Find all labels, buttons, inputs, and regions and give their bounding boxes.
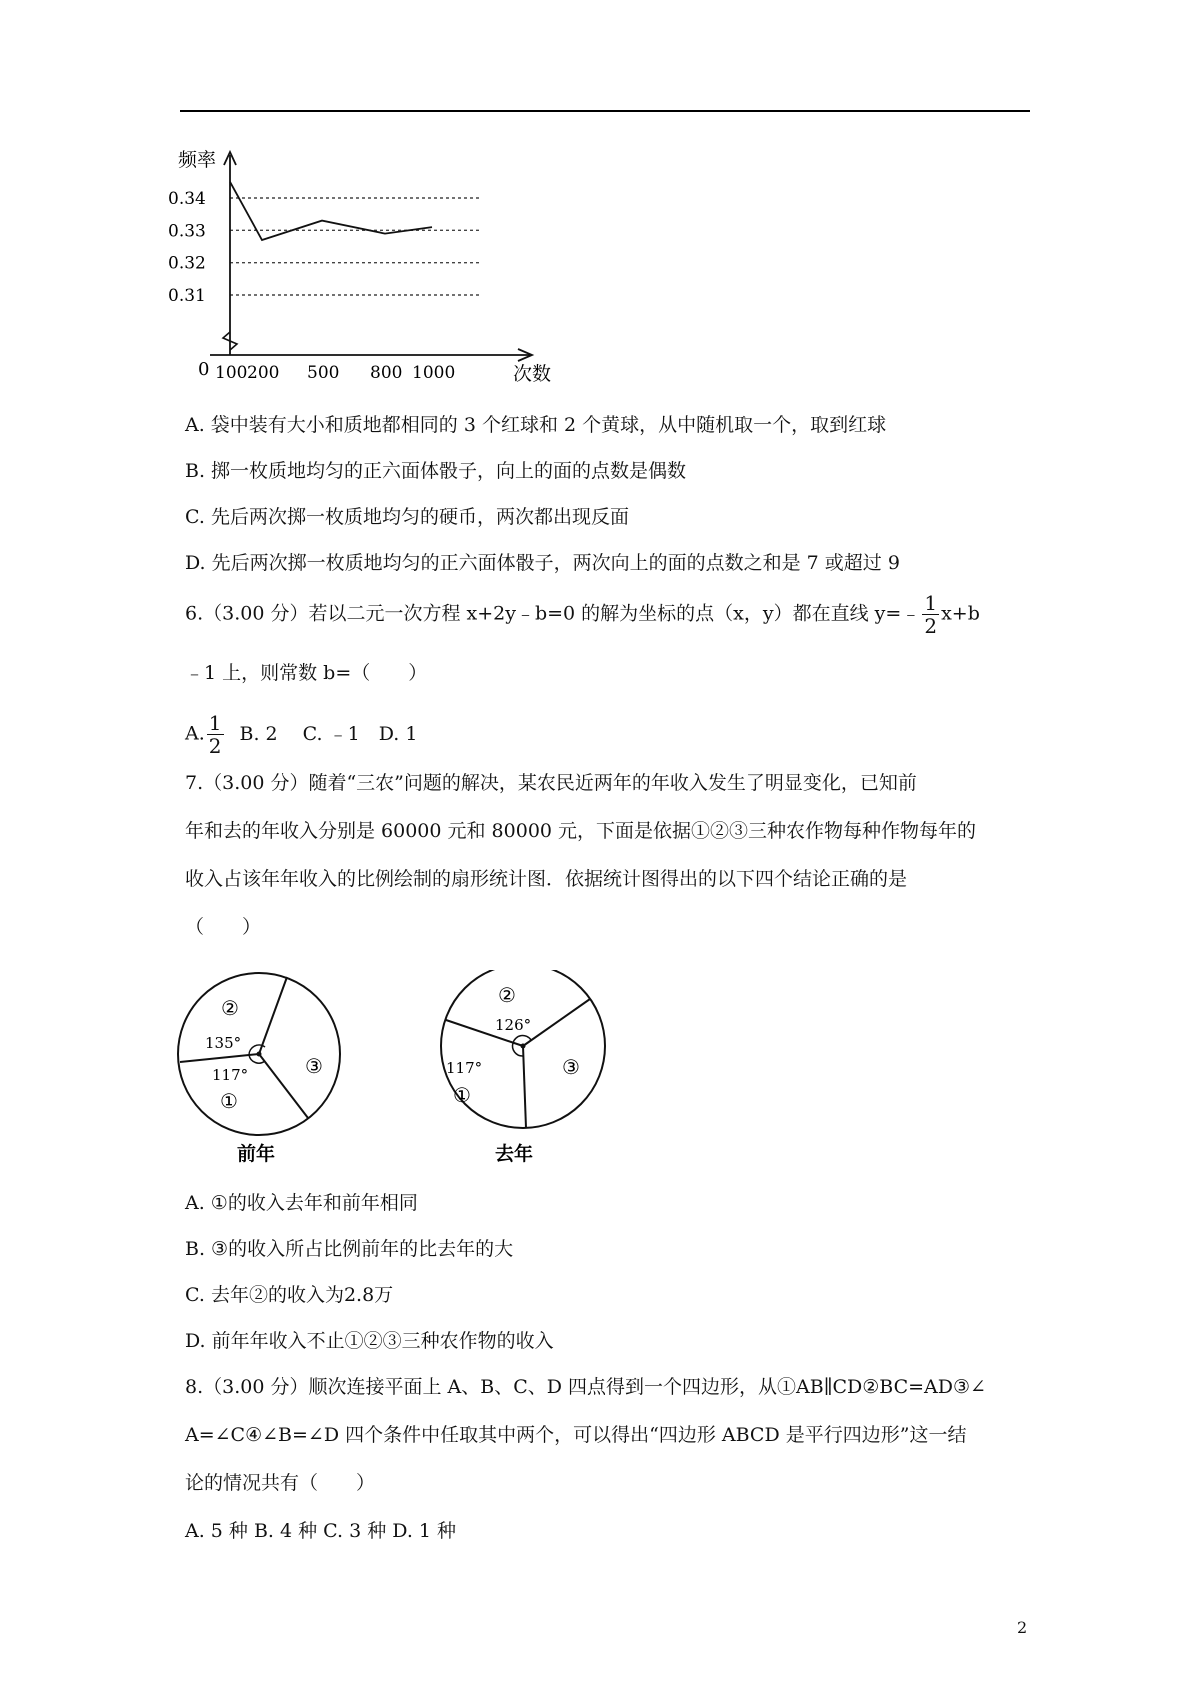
pie1-label-1: ①	[220, 1089, 238, 1113]
header-rule	[180, 110, 1030, 112]
x-tick-label: 500	[307, 363, 340, 383]
pie1-label-3: ③	[305, 1054, 323, 1078]
frequency-line-chart	[160, 140, 580, 390]
pie1-center	[257, 1052, 262, 1057]
q6-a-num: 1	[208, 711, 222, 735]
q8-stem-line2: A=∠C④∠B=∠D 四个条件中任取其中两个，可以得出“四边形 ABCD 是平行四边形”这一结	[185, 1424, 967, 1446]
pie1-angle-2: 135°	[205, 1034, 242, 1052]
pie1-label-2: ②	[221, 996, 239, 1020]
pie2-center	[521, 1044, 526, 1049]
pie1-divider-1	[259, 977, 287, 1054]
pie2-title: 去年	[495, 1143, 534, 1165]
q6-option-a-label: A.	[185, 722, 205, 745]
pie2-angle-1: 117°	[446, 1059, 483, 1077]
pie2-divider-2	[523, 999, 590, 1046]
pie-chart-previous-year	[175, 970, 375, 1170]
q8-options: A. 5 种 B. 4 种 C. 3 种 D. 1 种	[185, 1520, 457, 1542]
y-tick-label: 0.31	[168, 286, 206, 306]
pie2-angle-2: 126°	[495, 1016, 532, 1034]
q6-stem-tail: x+b	[941, 602, 980, 625]
q6-option-a-fraction	[207, 712, 224, 757]
pie2-label-3: ③	[562, 1055, 580, 1079]
pie1-angle-1: 117°	[212, 1066, 249, 1084]
q5-option-b: B. 掷一枚质地均匀的正六面体骰子，向上的面的点数是偶数	[185, 460, 687, 482]
x-axis-label: 次数	[513, 363, 552, 385]
pie1-divider-3	[259, 1054, 308, 1118]
pie1-title: 前年	[237, 1143, 276, 1165]
q7-stem-line3: 收入占该年年收入的比例绘制的扇形统计图．依据统计图得出的以下四个结论正确的是	[185, 868, 908, 890]
pie2-label-1: ①	[453, 1083, 471, 1107]
q6-a-den: 2	[208, 734, 222, 758]
x-tick-label: 200	[247, 363, 280, 383]
q5-option-d: D. 先后两次掷一枚质地均匀的正六面体骰子，两次向上的面的点数之和是 7 或超过 9	[185, 552, 900, 574]
y-axis-label: 频率	[178, 149, 217, 171]
series-line	[230, 182, 432, 240]
q7-option-b: B. ③的收入所占比例前年的比去年的大	[185, 1238, 514, 1260]
q6-fraction	[922, 592, 939, 637]
q7-stem-line1: 7.（3.00 分）随着“三农”问题的解决，某农民近两年的年收入发生了明显变化，已知前	[185, 772, 917, 794]
x-tick-label: 1000	[412, 363, 456, 383]
q7-stem-line4: （ ）	[185, 916, 262, 938]
pie2-divider-3	[523, 1046, 526, 1128]
q7-stem-line2: 年和去的年收入分别是 60000 元和 80000 元，下面是依据①②③三种农作物每种作物每年的	[185, 820, 977, 842]
q6-frac-num: 1	[924, 591, 938, 615]
q6-stem-text: 6.（3.00 分）若以二元一次方程 x+2y﹣b=0 的解为坐标的点（x，y）都在直线 y=﹣	[185, 602, 921, 625]
pie-chart-last-year	[440, 970, 640, 1170]
q8-stem-line3: 论的情况共有（ ）	[185, 1472, 376, 1494]
y-tick-label: 0.34	[168, 189, 206, 209]
q6-option-rest: B. 2 C. ﹣1 D. 1	[239, 722, 418, 745]
pie1-divider-2	[180, 1054, 259, 1062]
origin-label: 0	[198, 359, 210, 380]
pie2-label-2: ②	[498, 983, 516, 1007]
q7-option-c: C. 去年②的收入为2.8万	[185, 1284, 394, 1306]
q5-option-a: A. 袋中装有大小和质地都相同的 3 个红球和 2 个黄球，从中随机取一个，取到红球	[185, 414, 887, 436]
x-tick-label: 800	[370, 363, 403, 383]
y-tick-label: 0.33	[168, 221, 206, 242]
q6-stem-line2: ﹣1 上，则常数 b=（ ）	[185, 662, 428, 684]
q8-stem-line1: 8.（3.00 分）顺次连接平面上 A、B、C、D 四点得到一个四边形，从①AB∥CD②BC=AD③∠	[185, 1376, 986, 1398]
page-number: 2	[1017, 1618, 1028, 1637]
q7-option-d: D. 前年年收入不止①②③三种农作物的收入	[185, 1330, 554, 1352]
q6-stem-line1	[185, 592, 980, 637]
q7-option-a: A. ①的收入去年和前年相同	[185, 1192, 418, 1214]
q6-options	[185, 712, 417, 757]
x-tick-label: 100	[215, 363, 248, 383]
y-tick-label: 0.32	[168, 253, 206, 274]
q6-frac-den: 2	[924, 614, 938, 638]
q5-option-c: C. 先后两次掷一枚质地均匀的硬币，两次都出现反面	[185, 506, 629, 528]
